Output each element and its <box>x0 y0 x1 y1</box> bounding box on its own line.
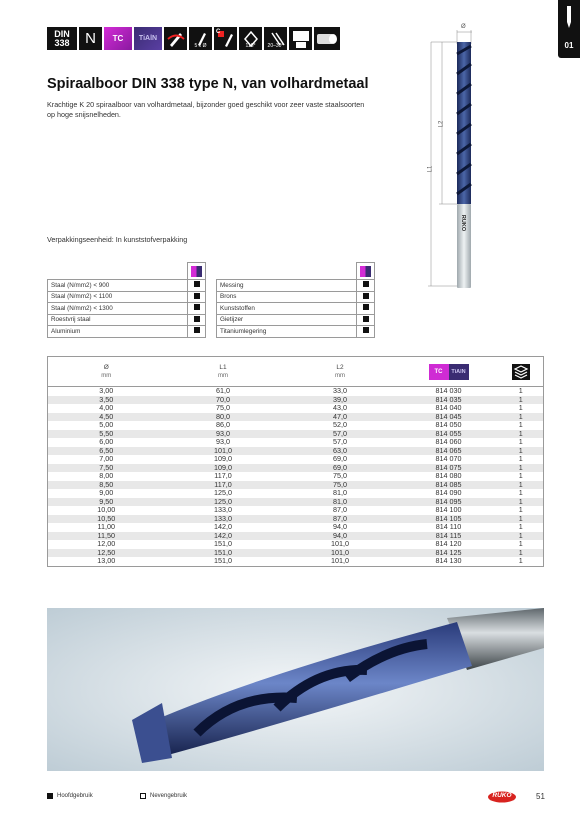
material-row: Brons <box>217 291 375 303</box>
cell-l2: 43,0 <box>333 403 347 412</box>
cell-l2: 75,0 <box>333 471 347 480</box>
cell-l1: 109,0 <box>165 464 282 473</box>
cell-pack-qty: 1 <box>499 430 544 439</box>
main-use-marker <box>194 293 200 299</box>
cell-pack-qty: 1 <box>518 522 523 531</box>
cell-article-number: 814 030 <box>435 386 462 395</box>
cell-diameter: 5,50 <box>48 430 165 439</box>
din-338-badge: DIN 338 <box>47 27 77 50</box>
cell-article-number: 814 120 <box>435 539 462 548</box>
material-row: Staal (N/mm2) < 1100 <box>48 291 206 303</box>
cell-l2: 57,0 <box>333 437 347 446</box>
cell-l2: 101,0 <box>282 549 399 558</box>
col-diameter-unit: mm <box>101 373 112 379</box>
cell-article-number: 814 115 <box>399 532 499 541</box>
filled-square-icon <box>47 793 53 799</box>
cell-l1: 142,0 <box>214 522 232 531</box>
cell-l1: 151,0 <box>214 539 232 548</box>
cell-pack-qty: 1 <box>518 488 523 497</box>
cell-diameter: 9,50 <box>48 498 165 507</box>
cell-l1: 133,0 <box>214 505 232 514</box>
table-row <box>48 438 544 447</box>
helix-angle-icon: 20–30° <box>264 27 287 50</box>
page-title: Spiraalboor DIN 338 type N, van volhardmetaal <box>47 76 369 92</box>
material-row: Titaniumlegering <box>217 326 375 338</box>
main-use-marker <box>363 327 369 333</box>
drill-brand-label: RUKO <box>460 214 467 232</box>
cell-l1: 151,0 <box>214 556 232 565</box>
cell-article-number: 814 080 <box>435 471 462 480</box>
materials-table-right <box>216 262 375 338</box>
ruko-logo: RUKO <box>487 790 517 802</box>
material-row: Kunststoffen <box>217 303 375 315</box>
packaging-info: Verpakkingseenheid: In kunststofverpakking <box>47 235 188 244</box>
cell-l2: 69,0 <box>333 454 347 463</box>
material-row: Roestvrij staal <box>48 314 206 326</box>
article-table <box>47 356 544 567</box>
cell-l1: 70,0 <box>165 396 282 405</box>
cylindrical-shank-icon <box>314 27 340 50</box>
col-l2-header: L2 <box>336 364 344 371</box>
main-use-marker <box>194 281 200 287</box>
cell-article-number: 814 085 <box>399 481 499 490</box>
cell-article-number: 814 105 <box>399 515 499 524</box>
cell-l2: 101,0 <box>331 539 349 548</box>
cell-diameter: 13,00 <box>97 556 116 565</box>
l2-label: L2 <box>438 120 445 128</box>
product-photo <box>47 608 544 771</box>
cell-l2: 101,0 <box>331 556 349 565</box>
tc-tialn-swatch <box>360 266 371 277</box>
cell-pack-qty: 1 <box>499 447 544 456</box>
cell-article-number: 814 090 <box>435 488 462 497</box>
cell-l2: 87,0 <box>333 505 347 514</box>
cell-l1: 125,0 <box>165 498 282 507</box>
cell-l2: 81,0 <box>282 498 399 507</box>
table-row <box>48 540 544 549</box>
table-row <box>48 413 544 422</box>
cell-l1: 80,0 <box>165 413 282 422</box>
legend-main-use <box>47 793 93 799</box>
cell-article-number: 814 065 <box>399 447 499 456</box>
table-row <box>48 430 544 439</box>
cell-pack-qty: 1 <box>518 539 523 548</box>
cell-diameter: 3,00 <box>99 386 114 395</box>
table-row <box>48 549 544 558</box>
empty-square-icon <box>140 793 146 799</box>
main-use-marker <box>363 281 369 287</box>
cell-article-number: 814 095 <box>399 498 499 507</box>
material-row: Staal (N/mm2) < 900 <box>48 280 206 292</box>
cell-l2: 94,0 <box>333 522 347 531</box>
cell-diameter: 12,00 <box>97 539 116 548</box>
table-row <box>48 489 544 498</box>
cell-l2: 87,0 <box>282 515 399 524</box>
cell-article-number: 814 100 <box>435 505 462 514</box>
main-use-marker <box>363 304 369 310</box>
material-row: Gietijzer <box>217 314 375 326</box>
drill-dimension-figure <box>425 24 485 296</box>
cell-l1: 101,0 <box>165 447 282 456</box>
table-row <box>48 404 544 413</box>
materials-table-left <box>47 262 206 338</box>
product-description: Krachtige K 20 spiraalboor van volhardmetaal, bijzonder goed geschikt voor zeer vaste staalsoorten op hoge snijsnelheden. <box>47 100 365 119</box>
table-row <box>48 447 544 456</box>
tc-badge: TC <box>104 27 132 50</box>
cell-l2: 57,0 <box>282 430 399 439</box>
type-n-badge: N <box>79 27 102 50</box>
material-row: Aluminium <box>48 326 206 338</box>
cell-article-number: 814 125 <box>399 549 499 558</box>
cell-pack-qty: 1 <box>499 481 544 490</box>
cell-article-number: 814 110 <box>435 522 462 531</box>
table-row <box>48 557 544 566</box>
legend-secondary-use <box>140 793 187 799</box>
packaging-icon <box>512 364 530 380</box>
cell-diameter: 6,00 <box>99 437 114 446</box>
cell-diameter: 10,50 <box>48 515 165 524</box>
feature-icon-row <box>47 27 340 50</box>
cell-diameter: 3,50 <box>48 396 165 405</box>
cell-l1: 109,0 <box>214 454 232 463</box>
cell-l1: 117,0 <box>165 481 282 490</box>
chapter-number: 01 <box>564 41 574 50</box>
legend-secondary-label: Nevengebruik <box>150 793 188 799</box>
main-use-marker <box>194 304 200 310</box>
cell-article-number: 814 075 <box>399 464 499 473</box>
cell-l2: 47,0 <box>282 413 399 422</box>
main-use-marker <box>363 316 369 322</box>
cell-pack-qty: 1 <box>518 454 523 463</box>
table-header-row <box>48 357 544 387</box>
drill-tab-icon <box>558 4 580 34</box>
col-l2-unit: mm <box>335 373 345 379</box>
col-l1-unit: mm <box>218 373 228 379</box>
material-row: Staal (N/mm2) < 1300 <box>48 303 206 315</box>
cell-diameter: 4,00 <box>99 403 114 412</box>
cell-pack-qty: 1 <box>499 413 544 422</box>
cell-l1: 93,0 <box>216 437 230 446</box>
cell-pack-qty: 1 <box>518 505 523 514</box>
point-thinning-icon: 5 x Ø <box>189 27 212 50</box>
col-l1-header: L1 <box>219 364 227 371</box>
cell-pack-qty: 1 <box>499 396 544 405</box>
col-diameter-header: Ø <box>103 364 109 371</box>
cell-diameter: 8,50 <box>48 481 165 490</box>
cell-l2: 63,0 <box>282 447 399 456</box>
tc-tialn-swatch <box>191 266 202 277</box>
cell-article-number: 814 035 <box>399 396 499 405</box>
cell-pack-qty: 1 <box>499 515 544 524</box>
point-angle-118-icon: 118° <box>239 27 262 50</box>
cell-article-number: 814 040 <box>435 403 462 412</box>
cell-article-number: 814 070 <box>435 454 462 463</box>
material-row: Messing <box>217 280 375 292</box>
cell-diameter: 6,50 <box>48 447 165 456</box>
table-row <box>48 421 544 430</box>
cell-diameter: 12,50 <box>48 549 165 558</box>
cell-pack-qty: 1 <box>499 464 544 473</box>
table-row <box>48 472 544 481</box>
cell-l2: 52,0 <box>333 420 347 429</box>
cell-l2: 33,0 <box>333 386 347 395</box>
legend-main-label: Hoofdgebruik <box>57 793 93 799</box>
cell-pack-qty: 1 <box>518 403 523 412</box>
cell-l2: 81,0 <box>333 488 347 497</box>
table-row <box>48 506 544 515</box>
cell-diameter: 10,00 <box>97 505 116 514</box>
cell-l1: 142,0 <box>165 532 282 541</box>
cell-l1: 117,0 <box>214 471 232 480</box>
cell-l2: 69,0 <box>282 464 399 473</box>
cell-l2: 39,0 <box>282 396 399 405</box>
cell-article-number: 814 050 <box>435 420 462 429</box>
h8-tolerance-icon <box>289 27 312 50</box>
cell-pack-qty: 1 <box>518 437 523 446</box>
cell-diameter: 8,00 <box>99 471 114 480</box>
cell-diameter: 4,50 <box>48 413 165 422</box>
cell-diameter: 11,00 <box>97 522 115 531</box>
clockwise-cut-icon <box>164 27 187 50</box>
cell-diameter: 9,00 <box>99 488 114 497</box>
l1-label: L1 <box>427 165 434 173</box>
table-row <box>48 455 544 464</box>
cell-l1: 86,0 <box>216 420 230 429</box>
main-use-marker <box>363 293 369 299</box>
cell-l1: 125,0 <box>214 488 232 497</box>
cell-pack-qty: 1 <box>499 532 544 541</box>
cell-article-number: 814 055 <box>399 430 499 439</box>
table-row <box>48 481 544 490</box>
tialn-badge: TiAlN <box>134 27 162 50</box>
table-row <box>48 532 544 541</box>
main-use-marker <box>194 316 200 322</box>
cell-l1: 75,0 <box>216 403 230 412</box>
cell-diameter: 7,00 <box>99 454 114 463</box>
table-row <box>48 523 544 532</box>
cell-pack-qty: 1 <box>518 556 523 565</box>
chapter-tab <box>558 0 580 58</box>
table-row <box>48 464 544 473</box>
page-number: 51 <box>536 792 545 801</box>
cell-pack-qty: 1 <box>518 386 523 395</box>
cell-diameter: 5,00 <box>99 420 114 429</box>
col-article-header: TC TiAlN <box>429 364 469 380</box>
cell-pack-qty: 1 <box>499 498 544 507</box>
cell-l1: 151,0 <box>165 549 282 558</box>
cell-article-number: 814 060 <box>435 437 462 446</box>
cell-article-number: 814 045 <box>399 413 499 422</box>
cell-l1: 61,0 <box>216 386 230 395</box>
main-use-marker <box>194 327 200 333</box>
table-row <box>48 498 544 507</box>
cell-pack-qty: 1 <box>518 420 523 429</box>
table-row <box>48 396 544 405</box>
table-row <box>48 515 544 524</box>
cell-article-number: 814 130 <box>435 556 462 565</box>
cell-pack-qty: 1 <box>518 471 523 480</box>
cell-l2: 94,0 <box>282 532 399 541</box>
cell-pack-qty: 1 <box>499 549 544 558</box>
cell-l2: 75,0 <box>282 481 399 490</box>
cell-l1: 133,0 <box>165 515 282 524</box>
cell-diameter: 11,50 <box>48 532 165 541</box>
split-point-icon: C <box>214 27 237 50</box>
table-row <box>48 387 544 396</box>
cell-diameter: 7,50 <box>48 464 165 473</box>
diameter-label: Ø <box>461 24 466 30</box>
cell-l1: 93,0 <box>165 430 282 439</box>
